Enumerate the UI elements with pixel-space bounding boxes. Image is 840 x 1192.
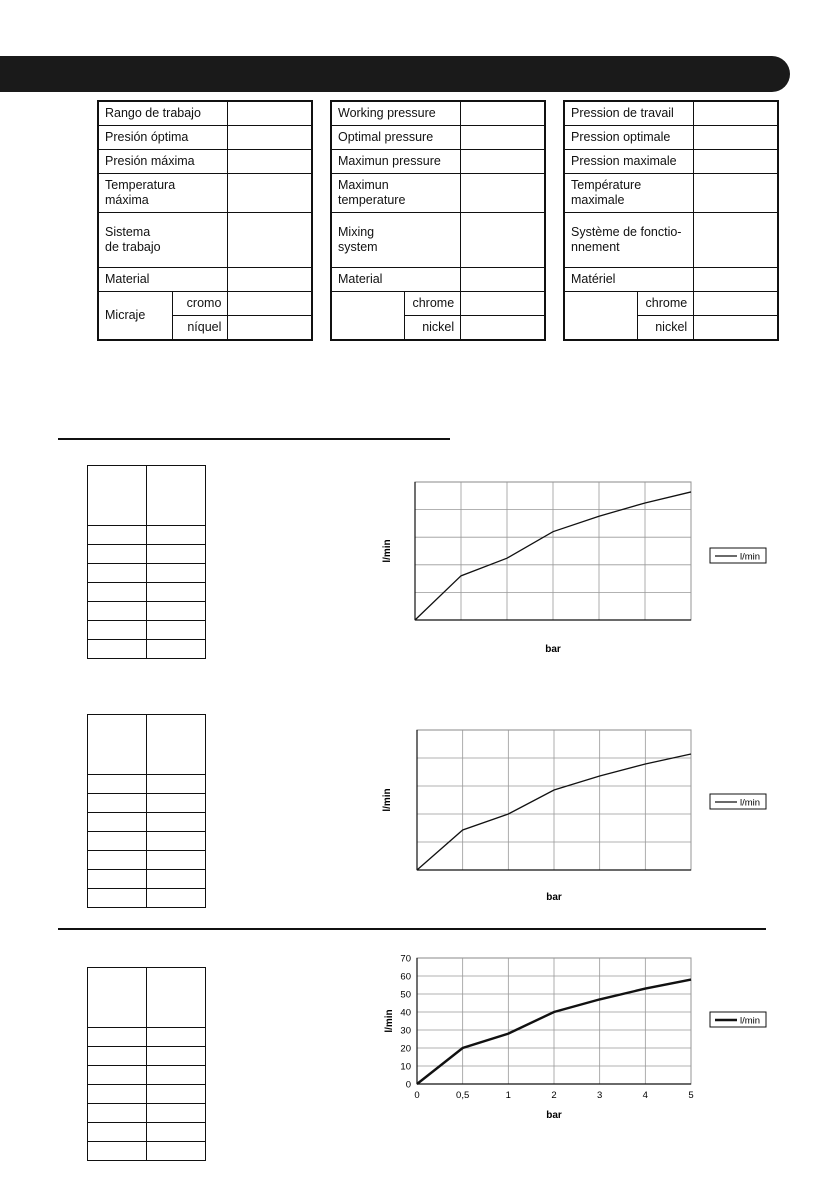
data-row	[88, 545, 206, 564]
plating-nickel-label: níquel	[172, 316, 228, 341]
x-axis-label: bar	[546, 892, 562, 903]
y-tick-label: 60	[400, 971, 411, 983]
spec-label: Maximun pressure	[331, 150, 461, 174]
spec-label: Material	[331, 268, 461, 292]
data-cell	[147, 1047, 206, 1066]
y-axis-label: l/min	[382, 788, 393, 812]
spec-row	[331, 268, 545, 292]
spec-label: Matériel	[564, 268, 694, 292]
data-cell	[147, 564, 206, 583]
data-cell	[147, 889, 206, 908]
spec-row	[331, 101, 545, 126]
legend	[710, 794, 766, 809]
data-row	[88, 564, 206, 583]
spec-label: Mixing system	[331, 213, 461, 268]
data-cell	[88, 794, 147, 813]
spec-value-cell	[461, 101, 545, 126]
y-tick-label: 0	[405, 1079, 411, 1091]
data-cell	[88, 1066, 147, 1085]
data-cell	[88, 1085, 147, 1104]
y-tick-label: 20	[400, 1043, 411, 1055]
data-cell	[147, 968, 206, 1028]
data-row	[88, 526, 206, 545]
micron-row	[98, 292, 312, 316]
data-cell	[147, 813, 206, 832]
spec-value-cell	[228, 150, 312, 174]
spec-value-cell	[694, 126, 778, 150]
spec-value-cell	[228, 174, 312, 213]
spec-value-cell	[461, 150, 545, 174]
blank-data-table	[87, 465, 206, 659]
data-cell	[147, 545, 206, 564]
micron-row	[331, 292, 545, 316]
data-row	[88, 851, 206, 870]
data-cell	[88, 870, 147, 889]
spec-label: Sistema de trabajo	[98, 213, 228, 268]
spec-row	[98, 101, 312, 126]
data-cell	[147, 1104, 206, 1123]
data-cell	[88, 889, 147, 908]
data-cell	[147, 621, 206, 640]
data-cell	[88, 583, 147, 602]
spec-row	[564, 126, 778, 150]
micron-label: Micraje	[98, 292, 172, 341]
y-axis-label: l/min	[384, 1009, 395, 1033]
flow-chart	[360, 718, 780, 908]
spec-row	[331, 174, 545, 213]
micron-row	[564, 292, 778, 316]
y-axis-label: l/min	[382, 539, 393, 563]
spec-label: Temperatura máxima	[98, 174, 228, 213]
data-cell	[88, 1123, 147, 1142]
spec-value-cell	[461, 268, 545, 292]
data-cell	[88, 1028, 147, 1047]
x-tick-label: 1	[505, 1090, 511, 1101]
data-row	[88, 832, 206, 851]
data-cell	[88, 621, 147, 640]
data-cell	[147, 870, 206, 889]
spec-row	[564, 174, 778, 213]
data-cell	[88, 545, 147, 564]
spec-value-cell	[228, 268, 312, 292]
data-cell	[147, 1028, 206, 1047]
data-cell	[88, 813, 147, 832]
legend	[710, 1012, 766, 1027]
data-cell	[88, 851, 147, 870]
spec-label: Presión óptima	[98, 126, 228, 150]
spec-value-cell	[461, 213, 545, 268]
spec-row	[331, 213, 545, 268]
data-cell	[88, 526, 147, 545]
data-row	[88, 466, 206, 526]
spec-row	[98, 213, 312, 268]
data-row	[88, 640, 206, 659]
spec-value-cell	[694, 150, 778, 174]
data-cell	[88, 1142, 147, 1161]
spec-row	[331, 150, 545, 174]
x-axis-label: bar	[545, 644, 561, 655]
data-cell	[147, 1085, 206, 1104]
spec-row	[98, 174, 312, 213]
data-cell	[147, 1123, 206, 1142]
micron-label	[331, 292, 405, 341]
data-cell	[147, 640, 206, 659]
spec-value-cell	[461, 292, 545, 316]
spec-value-cell	[694, 101, 778, 126]
spec-label: Material	[98, 268, 228, 292]
spec-row	[564, 150, 778, 174]
data-cell	[88, 602, 147, 621]
data-cell	[88, 715, 147, 775]
spec-row	[98, 268, 312, 292]
data-cell	[147, 583, 206, 602]
data-row	[88, 794, 206, 813]
spec-row	[98, 150, 312, 174]
x-tick-label: 0,5	[456, 1090, 470, 1101]
plating-chrome-label: chrome	[638, 292, 694, 316]
data-cell	[88, 466, 147, 526]
section-divider	[58, 928, 766, 930]
legend-label: l/min	[740, 797, 761, 809]
blank-data-table	[87, 967, 206, 1161]
data-row	[88, 870, 206, 889]
y-tick-label: 30	[400, 1025, 411, 1037]
spec-label: Pression de travail	[564, 101, 694, 126]
blank-data-table	[87, 714, 206, 908]
spec-table	[330, 100, 546, 341]
spec-table	[563, 100, 779, 341]
section-divider	[58, 438, 450, 440]
spec-label: Rango de trabajo	[98, 101, 228, 126]
x-axis-label: bar	[546, 1110, 562, 1121]
data-row	[88, 775, 206, 794]
flow-chart	[360, 950, 780, 1130]
spec-value-cell	[694, 213, 778, 268]
y-tick-label: 10	[400, 1061, 411, 1073]
data-cell	[147, 775, 206, 794]
y-tick-label: 70	[400, 953, 411, 965]
spec-label: Température maximale	[564, 174, 694, 213]
data-cell	[88, 775, 147, 794]
spec-value-cell	[228, 126, 312, 150]
data-row	[88, 602, 206, 621]
spec-label: Working pressure	[331, 101, 461, 126]
data-cell	[88, 640, 147, 659]
spec-label: Presión máxima	[98, 150, 228, 174]
x-tick-label: 5	[688, 1090, 694, 1101]
data-cell	[88, 1104, 147, 1123]
spec-row	[564, 101, 778, 126]
data-row	[88, 1085, 206, 1104]
spec-table	[97, 100, 313, 341]
spec-value-cell	[694, 316, 778, 341]
spec-label: Pression optimale	[564, 126, 694, 150]
data-cell	[88, 832, 147, 851]
data-row	[88, 1142, 206, 1161]
spec-value-cell	[694, 174, 778, 213]
spec-row	[331, 126, 545, 150]
x-tick-label: 4	[642, 1090, 648, 1101]
spec-value-cell	[461, 316, 545, 341]
spec-row	[564, 213, 778, 268]
data-cell	[88, 968, 147, 1028]
spec-label: Pression maximale	[564, 150, 694, 174]
y-tick-label: 50	[400, 989, 411, 1001]
x-tick-label: 2	[551, 1090, 557, 1101]
data-row	[88, 1028, 206, 1047]
flow-chart	[360, 470, 780, 660]
data-row	[88, 968, 206, 1028]
spec-value-cell	[228, 316, 312, 341]
x-tick-label: 3	[597, 1090, 603, 1101]
plating-chrome-label: cromo	[172, 292, 228, 316]
plating-chrome-label: chrome	[405, 292, 461, 316]
legend	[710, 548, 766, 563]
legend-label: l/min	[740, 1015, 761, 1027]
legend-label: l/min	[740, 551, 761, 563]
spec-row	[98, 126, 312, 150]
data-cell	[88, 1047, 147, 1066]
data-cell	[147, 832, 206, 851]
data-row	[88, 813, 206, 832]
plating-nickel-label: nickel	[405, 316, 461, 341]
y-tick-label: 40	[400, 1007, 411, 1019]
data-row	[88, 1066, 206, 1085]
data-cell	[147, 526, 206, 545]
x-tick-label: 0	[414, 1090, 420, 1101]
data-row	[88, 583, 206, 602]
data-row	[88, 1104, 206, 1123]
data-cell	[147, 466, 206, 526]
data-cell	[147, 1066, 206, 1085]
spec-value-cell	[694, 268, 778, 292]
data-cell	[147, 794, 206, 813]
data-cell	[147, 1142, 206, 1161]
spec-value-cell	[461, 174, 545, 213]
data-row	[88, 621, 206, 640]
spec-row	[564, 268, 778, 292]
spec-label: Optimal pressure	[331, 126, 461, 150]
spec-value-cell	[694, 292, 778, 316]
spec-value-cell	[228, 213, 312, 268]
data-row	[88, 889, 206, 908]
data-cell	[147, 602, 206, 621]
spec-value-cell	[461, 126, 545, 150]
micron-label	[564, 292, 638, 341]
data-row	[88, 1047, 206, 1066]
spec-value-cell	[228, 101, 312, 126]
header-bar	[0, 56, 790, 92]
data-cell	[147, 715, 206, 775]
data-row	[88, 1123, 206, 1142]
spec-value-cell	[228, 292, 312, 316]
spec-label: Système de fonctio- nnement	[564, 213, 694, 268]
data-row	[88, 715, 206, 775]
data-cell	[147, 851, 206, 870]
spec-label: Maximun temperature	[331, 174, 461, 213]
plating-nickel-label: nickel	[638, 316, 694, 341]
data-cell	[88, 564, 147, 583]
